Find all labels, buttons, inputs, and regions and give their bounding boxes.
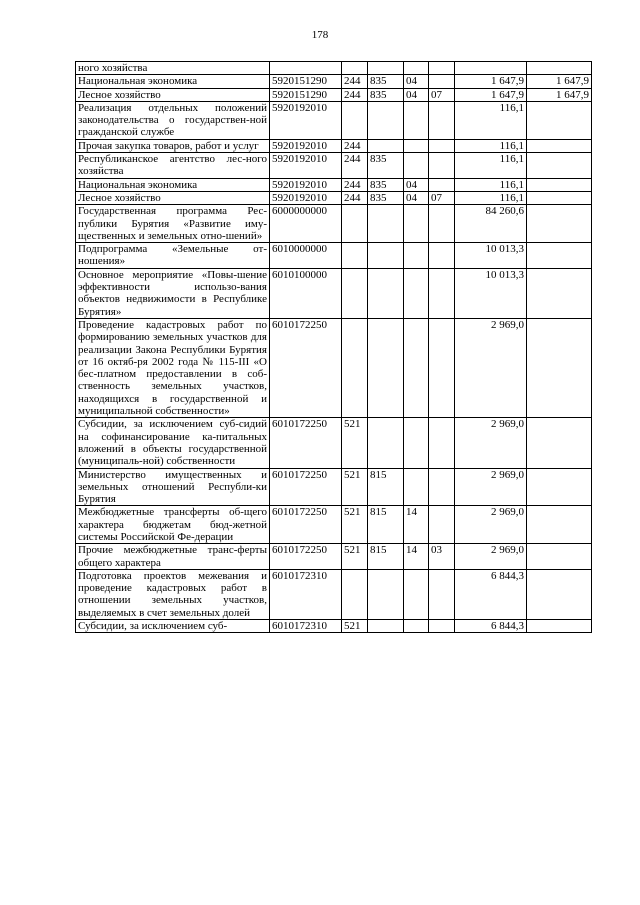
administrator-cell: 815 (368, 544, 404, 570)
target-article-cell: 6010000000 (270, 243, 342, 269)
subsection-cell (429, 101, 455, 139)
section-cell (404, 205, 429, 243)
row-name-cell: ного хозяйства (76, 62, 270, 75)
row-name-cell: Проведение кадастровых работ по формированию земельных участков для реализации Закона Республики Бурятия от 16 октяб-ря 2002 года № 115-III «О бес-платном предоставлении в соб-ственность земельных участков, находящихся в государственной и муниципальной собственности» (76, 318, 270, 417)
section-cell: 04 (404, 178, 429, 191)
amount-2-cell (527, 418, 592, 468)
section-cell: 04 (404, 88, 429, 101)
administrator-cell: 835 (368, 191, 404, 204)
section-cell: 14 (404, 544, 429, 570)
table-row (76, 101, 592, 139)
administrator-cell: 815 (368, 468, 404, 506)
page-number: 178 (311, 29, 329, 41)
table-row (76, 139, 592, 152)
table-row (76, 468, 592, 506)
administrator-cell (368, 418, 404, 468)
table-body (76, 62, 592, 633)
expense-type-cell: 244 (342, 153, 368, 179)
row-name-cell: Государственная программа Рес-публики Бурятия «Развитие иму-щественных и земельных отно-шений» (76, 205, 270, 243)
administrator-cell: 815 (368, 506, 404, 544)
section-cell (404, 101, 429, 139)
section-cell (404, 418, 429, 468)
amount-cell: 2 969,0 (455, 468, 527, 506)
amount-2-cell (527, 205, 592, 243)
row-name-cell: Лесное хозяйство (76, 88, 270, 101)
amount-2-cell (527, 268, 592, 318)
row-name-cell: Субсидии, за исключением суб- (76, 620, 270, 633)
administrator-cell (368, 569, 404, 619)
target-article-cell: 6010172250 (270, 506, 342, 544)
row-name-cell: Министерство имущественных и земельных отношений Республи-ки Бурятия (76, 468, 270, 506)
subsection-cell (429, 468, 455, 506)
section-cell (404, 139, 429, 152)
amount-cell (455, 62, 527, 75)
amount-cell: 6 844,3 (455, 620, 527, 633)
expense-type-cell (342, 318, 368, 417)
subsection-cell (429, 318, 455, 417)
expense-type-cell: 244 (342, 75, 368, 88)
table-row (76, 191, 592, 204)
amount-cell: 10 013,3 (455, 268, 527, 318)
amount-2-cell (527, 544, 592, 570)
amount-cell: 10 013,3 (455, 243, 527, 269)
row-name-cell: Национальная экономика (76, 178, 270, 191)
target-article-cell: 5920192010 (270, 139, 342, 152)
administrator-cell (368, 268, 404, 318)
administrator-cell (368, 243, 404, 269)
row-name-cell: Основное мероприятие «Повы-шение эффективности использо-вания объектов недвижимости в Республике Бурятия» (76, 268, 270, 318)
subsection-cell (429, 139, 455, 152)
expense-type-cell: 244 (342, 139, 368, 152)
row-name-cell: Субсидии, за исключением суб-сидий на софинансирование ка-питальных вложений в объекты государственной (муниципаль-ной) собственности (76, 418, 270, 468)
amount-cell: 116,1 (455, 153, 527, 179)
subsection-cell (429, 243, 455, 269)
administrator-cell: 835 (368, 88, 404, 101)
row-name-cell: Лесное хозяйство (76, 191, 270, 204)
amount-2-cell (527, 620, 592, 633)
amount-2-cell (527, 243, 592, 269)
amount-cell: 2 969,0 (455, 544, 527, 570)
row-name-cell: Прочая закупка товаров, работ и услуг (76, 139, 270, 152)
amount-cell: 2 969,0 (455, 506, 527, 544)
subsection-cell: 03 (429, 544, 455, 570)
table-row (76, 205, 592, 243)
administrator-cell (368, 101, 404, 139)
expense-type-cell: 521 (342, 620, 368, 633)
table-row (76, 318, 592, 417)
table-row (76, 243, 592, 269)
amount-2-cell (527, 191, 592, 204)
subsection-cell: 07 (429, 191, 455, 204)
row-name-cell: Реализация отдельных положений законодательства о государствен-ной гражданской службе (76, 101, 270, 139)
table-row (76, 62, 592, 75)
subsection-cell (429, 418, 455, 468)
expense-type-cell: 521 (342, 468, 368, 506)
expense-type-cell: 521 (342, 418, 368, 468)
amount-2-cell (527, 101, 592, 139)
section-cell (404, 243, 429, 269)
target-article-cell (270, 62, 342, 75)
row-name-cell: Межбюджетные трансферты об-щего характера бюджетам бюд-жетной системы Российской Фе-дерации (76, 506, 270, 544)
table-row (76, 153, 592, 179)
amount-cell: 116,1 (455, 191, 527, 204)
subsection-cell (429, 620, 455, 633)
target-article-cell: 6010100000 (270, 268, 342, 318)
row-name-cell: Республиканское агентство лес-ного хозяйства (76, 153, 270, 179)
row-name-cell: Подпрограмма «Земельные от-ношения» (76, 243, 270, 269)
amount-2-cell (527, 569, 592, 619)
expense-type-cell: 521 (342, 544, 368, 570)
subsection-cell (429, 569, 455, 619)
target-article-cell: 5920192010 (270, 191, 342, 204)
section-cell (404, 620, 429, 633)
table-row (76, 178, 592, 191)
section-cell: 04 (404, 191, 429, 204)
section-cell (404, 569, 429, 619)
target-article-cell: 6010172250 (270, 468, 342, 506)
section-cell: 04 (404, 75, 429, 88)
amount-2-cell (527, 506, 592, 544)
administrator-cell: 835 (368, 75, 404, 88)
amount-2-cell: 1 647,9 (527, 75, 592, 88)
row-name-cell: Подготовка проектов межевания и проведение кадастровых работ в отношении земельных участков, выделяемых в счет земельных долей (76, 569, 270, 619)
amount-2-cell (527, 468, 592, 506)
subsection-cell (429, 268, 455, 318)
table-row (76, 418, 592, 468)
expense-type-cell: 244 (342, 191, 368, 204)
amount-2-cell (527, 178, 592, 191)
subsection-cell (429, 506, 455, 544)
expense-type-cell: 244 (342, 88, 368, 101)
administrator-cell (368, 62, 404, 75)
section-cell (404, 62, 429, 75)
subsection-cell (429, 205, 455, 243)
table-row (76, 569, 592, 619)
amount-cell: 116,1 (455, 178, 527, 191)
amount-cell: 1 647,9 (455, 75, 527, 88)
amount-2-cell (527, 318, 592, 417)
target-article-cell: 6010172250 (270, 318, 342, 417)
row-name-cell: Прочие межбюджетные транс-ферты общего характера (76, 544, 270, 570)
administrator-cell: 835 (368, 153, 404, 179)
target-article-cell: 5920151290 (270, 75, 342, 88)
amount-cell: 1 647,9 (455, 88, 527, 101)
subsection-cell (429, 75, 455, 88)
budget-table (75, 61, 592, 633)
expense-type-cell (342, 62, 368, 75)
expense-type-cell: 244 (342, 178, 368, 191)
administrator-cell (368, 139, 404, 152)
amount-2-cell (527, 153, 592, 179)
administrator-cell (368, 205, 404, 243)
expense-type-cell (342, 268, 368, 318)
table-row (76, 506, 592, 544)
subsection-cell (429, 153, 455, 179)
target-article-cell: 5920192010 (270, 101, 342, 139)
section-cell (404, 468, 429, 506)
administrator-cell: 835 (368, 178, 404, 191)
amount-cell: 6 844,3 (455, 569, 527, 619)
administrator-cell (368, 620, 404, 633)
amount-cell: 116,1 (455, 101, 527, 139)
expense-type-cell (342, 569, 368, 619)
subsection-cell (429, 62, 455, 75)
target-article-cell: 5920192010 (270, 153, 342, 179)
table-row (76, 88, 592, 101)
amount-cell: 84 260,6 (455, 205, 527, 243)
table-row (76, 75, 592, 88)
target-article-cell: 6010172310 (270, 620, 342, 633)
target-article-cell: 5920151290 (270, 88, 342, 101)
amount-2-cell (527, 139, 592, 152)
section-cell (404, 318, 429, 417)
subsection-cell (429, 178, 455, 191)
target-article-cell: 5920192010 (270, 178, 342, 191)
table-row (76, 620, 592, 633)
expense-type-cell: 521 (342, 506, 368, 544)
amount-2-cell (527, 62, 592, 75)
target-article-cell: 6010172250 (270, 544, 342, 570)
expense-type-cell (342, 205, 368, 243)
section-cell (404, 268, 429, 318)
amount-2-cell: 1 647,9 (527, 88, 592, 101)
target-article-cell: 6010172250 (270, 418, 342, 468)
table-row (76, 268, 592, 318)
target-article-cell: 6010172310 (270, 569, 342, 619)
amount-cell: 2 969,0 (455, 318, 527, 417)
expense-type-cell (342, 243, 368, 269)
administrator-cell (368, 318, 404, 417)
subsection-cell: 07 (429, 88, 455, 101)
section-cell (404, 153, 429, 179)
expense-type-cell (342, 101, 368, 139)
target-article-cell: 6000000000 (270, 205, 342, 243)
row-name-cell: Национальная экономика (76, 75, 270, 88)
amount-cell: 2 969,0 (455, 418, 527, 468)
section-cell: 14 (404, 506, 429, 544)
amount-cell: 116,1 (455, 139, 527, 152)
table-row (76, 544, 592, 570)
